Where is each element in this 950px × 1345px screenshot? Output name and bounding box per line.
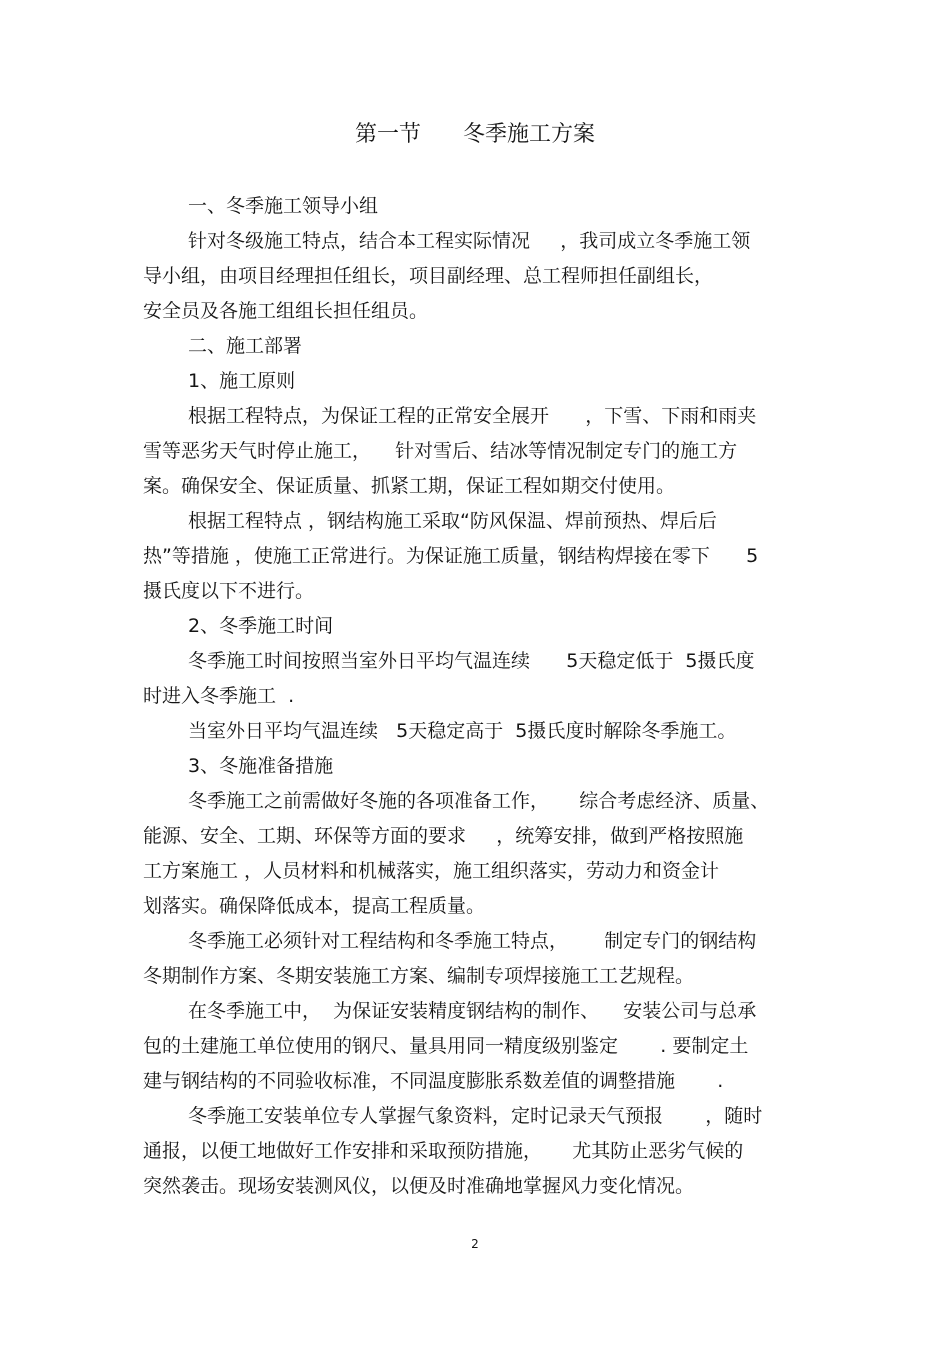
paragraph-line: 能源、安全、工期、环保等方面的要求 ，统筹安排，做到严格按照施 <box>143 825 744 847</box>
paragraph-line: 当室外日平均气温连续 5天稳定高于 5摄氏度时解除冬季施工。 <box>188 720 737 742</box>
paragraph-line: 突然袭击。现场安装测风仪，以便及时准确地掌握风力变化情况。 <box>143 1175 695 1197</box>
paragraph-line: 工方案施工 ，人员材料和机械落实，施工组织落实，劳动力和资金计 <box>143 860 720 882</box>
paragraph-line: 根据工程特点 ，钢结构施工采取“防风保温、焊前预热、焊后后 <box>188 510 717 532</box>
paragraph-line: 建与钢结构的不同验收标准，不同温度膨胀系数差值的调整措施 . <box>143 1070 724 1092</box>
paragraph-line: 根据工程特点，为保证工程的正常安全展开 ，下雪、下雨和雨夹 <box>188 405 757 427</box>
paragraph-line: 划落实。确保降低成本，提高工程质量。 <box>143 895 486 917</box>
paragraph-line: 摄氏度以下不进行。 <box>143 580 315 602</box>
paragraph-line: 冬季施工必须针对工程结构和冬季施工特点， 制定专门的钢结构 <box>188 930 757 952</box>
subheading-winter-time: 2、冬季施工时间 <box>188 615 334 637</box>
paragraph-line: 针对冬级施工特点，结合本工程实际情况 ，我司成立冬季施工领 <box>188 230 751 252</box>
paragraph-line: 热”等措施 ，使施工正常进行。为保证施工质量，钢结构焊接在零下 5 <box>143 545 759 567</box>
paragraph-line: 冬季施工时间按照当室外日平均气温连续 5天稳定低于 5摄氏度 <box>188 650 755 672</box>
paragraph-line: 在冬季施工中， 为保证安装精度钢结构的制作、 安装公司与总承 <box>188 1000 757 1022</box>
subheading-principles: 1、施工原则 <box>188 370 296 392</box>
heading-leadership-group: 一、冬季施工领导小组 <box>188 195 379 217</box>
paragraph-line: 案。确保安全、保证质量、抓紧工期，保证工程如期交付使用。 <box>143 475 676 497</box>
heading-construction-deployment: 二、施工部署 <box>188 335 303 357</box>
paragraph-line: 包的土建施工单位使用的钢尺、量具用同一精度级别鉴定 . 要制定土 <box>143 1035 749 1057</box>
paragraph-line: 时进入冬季施工 . <box>143 685 295 707</box>
paragraph-line: 冬季施工安装单位专人掌握气象资料，定时记录天气预报 ，随时 <box>188 1105 763 1127</box>
paragraph-line: 通报，以便工地做好工作安排和采取预防措施， 尤其防止恶劣气候的 <box>143 1140 744 1162</box>
paragraph-line: 雪等恶劣天气时停止施工， 针对雪后、结冰等情况制定专门的施工方 <box>143 440 738 462</box>
document-body <box>143 189 813 1204</box>
subheading-preparation-measures: 3、冬施准备措施 <box>188 755 334 777</box>
paragraph-line: 导小组，由项目经理担任组长，项目副经理、总工程师担任副组长， <box>143 265 714 287</box>
page-number: 2 <box>471 1237 479 1251</box>
section-title: 第一节 冬季施工方案 <box>355 122 595 147</box>
paragraph-line: 安全员及各施工组组长担任组员。 <box>143 300 429 322</box>
paragraph-line: 冬期制作方案、冬期安装施工方案、编制专项焊接施工工艺规程。 <box>143 965 695 987</box>
paragraph-line: 冬季施工之前需做好冬施的各项准备工作， 综合考虑经济、质量、 <box>188 790 770 812</box>
